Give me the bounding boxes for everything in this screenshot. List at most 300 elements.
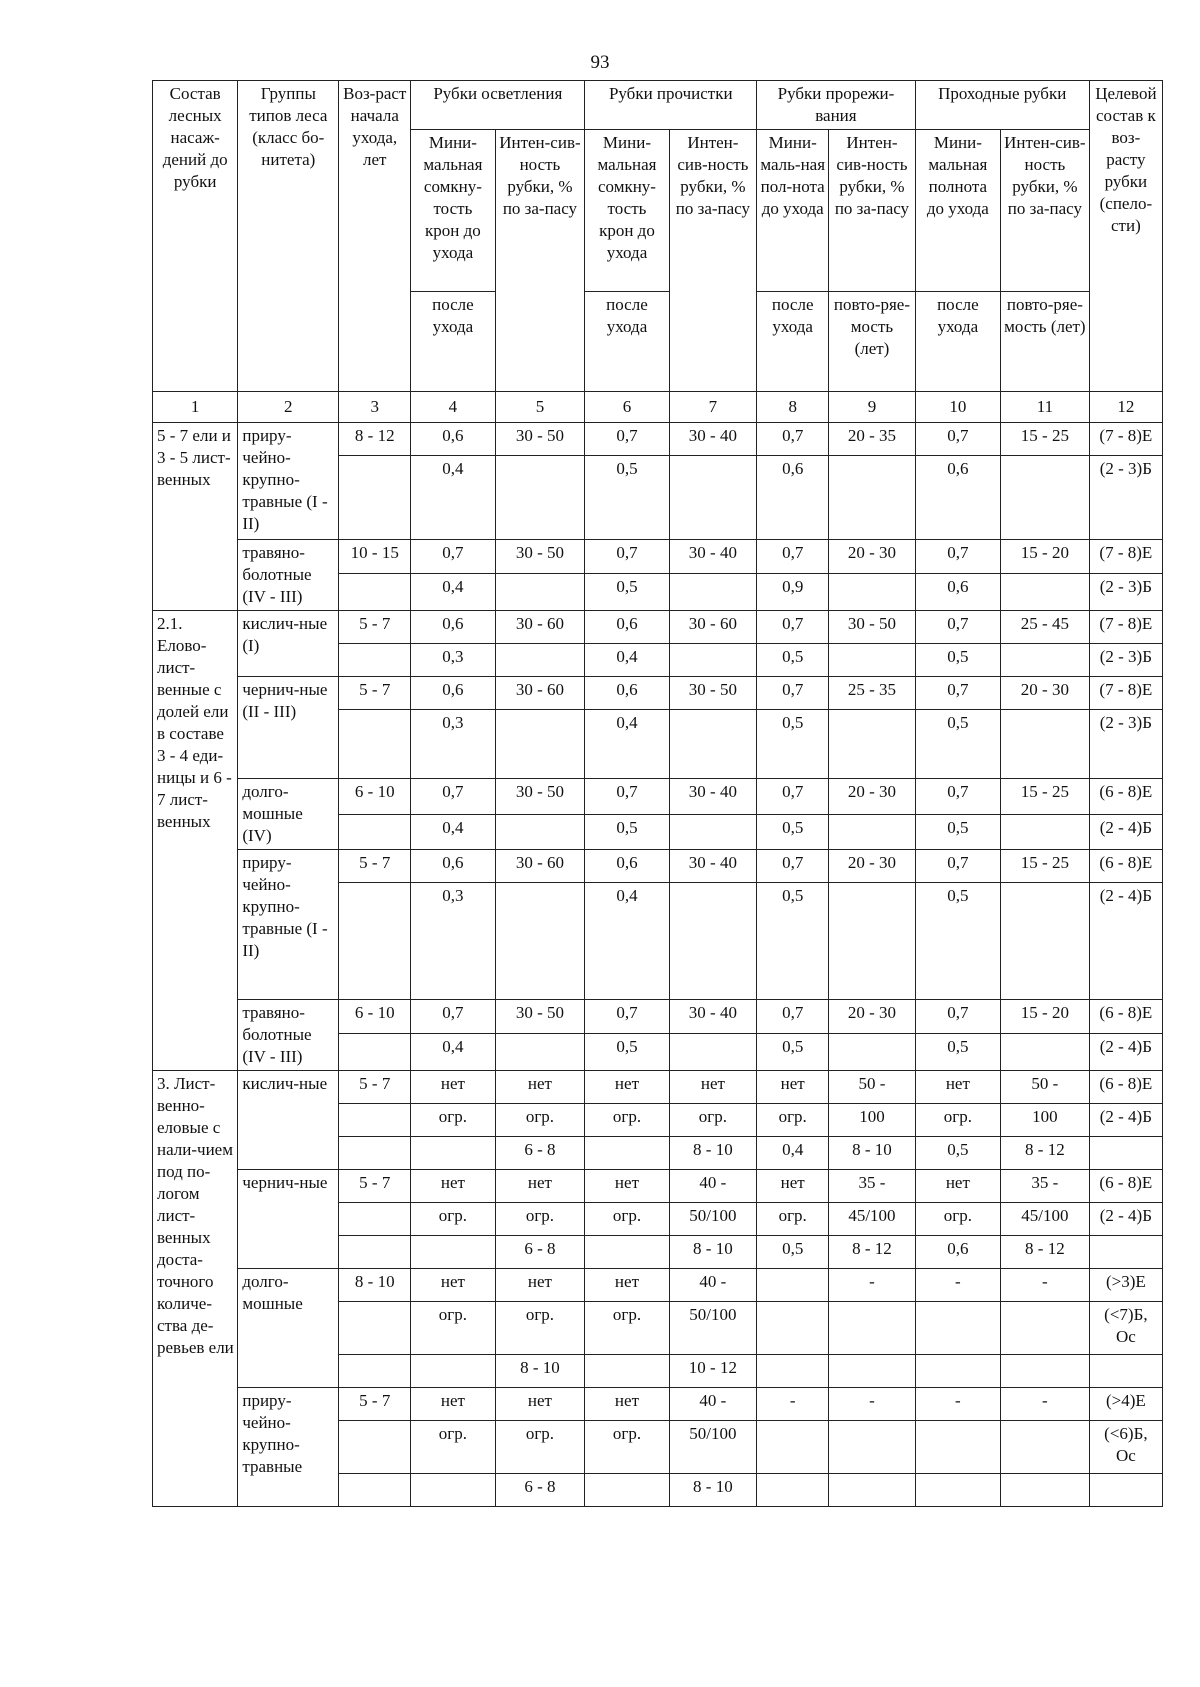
- table-cell: 8 - 12: [339, 423, 411, 456]
- header-target-composition: Целевой состав к воз-расту рубки (спело-сти): [1089, 81, 1162, 392]
- table-cell: 30 - 60: [495, 611, 585, 644]
- table-cell: 30 - 60: [495, 850, 585, 883]
- column-number: 10: [915, 392, 1000, 423]
- table-cell: 0,5: [585, 573, 669, 610]
- table-cell: нет: [495, 1071, 585, 1104]
- table-cell: 8 - 10: [669, 1236, 757, 1269]
- table-cell: (7 - 8)Е: [1089, 677, 1162, 710]
- table-cell: [829, 814, 915, 850]
- table-cell: 30 - 40: [669, 423, 757, 456]
- table-cell: [1089, 1355, 1162, 1388]
- table-cell: 5 - 7: [339, 850, 411, 883]
- column-number: 11: [1001, 392, 1090, 423]
- table-cell: [1001, 883, 1090, 1000]
- header-after-care-2: после ухода: [585, 292, 669, 392]
- table-cell: (2 - 4)Б: [1089, 1104, 1162, 1137]
- table-cell: [339, 1104, 411, 1137]
- table-cell: 0,5: [915, 1137, 1000, 1170]
- forest-type-cell: приру-чейно-крупно-травные (I - II): [238, 850, 339, 1000]
- table-cell: нет: [757, 1071, 829, 1104]
- table-cell: 0,3: [411, 644, 495, 677]
- table-cell: 0,6: [915, 573, 1000, 610]
- table-cell: -: [1001, 1388, 1090, 1421]
- table-cell: 100: [829, 1104, 915, 1137]
- table-cell: (2 - 3)Б: [1089, 644, 1162, 677]
- table-cell: 40 -: [669, 1269, 757, 1302]
- table-cell: (7 - 8)Е: [1089, 423, 1162, 456]
- table-cell: нет: [411, 1071, 495, 1104]
- table-cell: нет: [411, 1170, 495, 1203]
- forest-type-cell: долго-мошные: [238, 1269, 339, 1388]
- table-cell: огр.: [669, 1104, 757, 1137]
- table-cell: огр.: [495, 1203, 585, 1236]
- table-cell: (6 - 8)Е: [1089, 1071, 1162, 1104]
- table-cell: 8 - 12: [1001, 1236, 1090, 1269]
- table-cell: 8 - 10: [669, 1474, 757, 1507]
- table-cell: 30 - 50: [495, 1000, 585, 1034]
- table-cell: 45/100: [829, 1203, 915, 1236]
- table-cell: 0,7: [915, 540, 1000, 574]
- table-cell: 20 - 30: [829, 779, 915, 815]
- column-number: 1: [153, 392, 238, 423]
- table-cell: 30 - 60: [495, 677, 585, 710]
- table-cell: 35 -: [829, 1170, 915, 1203]
- table-cell: 8 - 10: [339, 1269, 411, 1302]
- table-cell: [339, 644, 411, 677]
- table-cell: [669, 814, 757, 850]
- column-number: 12: [1089, 392, 1162, 423]
- table-cell: огр.: [757, 1104, 829, 1137]
- table-cell: 0,6: [411, 611, 495, 644]
- table-cell: 0,3: [411, 883, 495, 1000]
- table-cell: 30 - 50: [495, 779, 585, 815]
- table-cell: 40 -: [669, 1388, 757, 1421]
- header-row-1: [153, 81, 1163, 130]
- table-cell: [339, 883, 411, 1000]
- header-lightening-cuts: Рубки осветления: [411, 81, 585, 130]
- table-body: [153, 81, 1163, 1507]
- header-composition: Состав лесных насаж-дений до рубки: [153, 81, 238, 392]
- table-cell: 10 - 12: [669, 1355, 757, 1388]
- column-number: 6: [585, 392, 669, 423]
- table-cell: (2 - 3)Б: [1089, 573, 1162, 610]
- table-cell: [757, 1355, 829, 1388]
- table-cell: 15 - 25: [1001, 850, 1090, 883]
- table-cell: нет: [495, 1269, 585, 1302]
- table-cell: -: [915, 1388, 1000, 1421]
- table-cell: 30 - 60: [669, 611, 757, 644]
- table-cell: нет: [495, 1388, 585, 1421]
- table-cell: 0,3: [411, 710, 495, 779]
- table-cell: нет: [585, 1388, 669, 1421]
- table-cell: 0,6: [915, 1236, 1000, 1269]
- column-number: 4: [411, 392, 495, 423]
- header-start-age: Воз-раст начала ухода, лет: [339, 81, 411, 392]
- table-cell: 8 - 12: [829, 1236, 915, 1269]
- table-cell: (2 - 3)Б: [1089, 710, 1162, 779]
- table-cell: огр.: [411, 1421, 495, 1474]
- table-cell: огр.: [585, 1104, 669, 1137]
- table-cell: (2 - 4)Б: [1089, 814, 1162, 850]
- table-cell: 0,5: [915, 814, 1000, 850]
- table-cell: [669, 883, 757, 1000]
- table-cell: [829, 710, 915, 779]
- forest-type-cell: долго-мошные (IV): [238, 779, 339, 850]
- table-cell: 0,4: [411, 456, 495, 540]
- table-cell: 20 - 30: [1001, 677, 1090, 710]
- table-cell: 0,7: [411, 779, 495, 815]
- table-cell: [669, 644, 757, 677]
- header-forest-type: Группы типов леса (класс бо-нитета): [238, 81, 339, 392]
- table-cell: 15 - 25: [1001, 423, 1090, 456]
- table-cell: [829, 1474, 915, 1507]
- table-cell: [669, 1033, 757, 1070]
- table-cell: огр.: [585, 1421, 669, 1474]
- table-cell: [585, 1474, 669, 1507]
- table-cell: 40 -: [669, 1170, 757, 1203]
- table-cell: [495, 710, 585, 779]
- table-cell: [1089, 1137, 1162, 1170]
- table-cell: 0,7: [585, 779, 669, 815]
- table-row: [153, 1071, 1163, 1104]
- table-cell: [829, 883, 915, 1000]
- table-cell: 35 -: [1001, 1170, 1090, 1203]
- table-cell: [757, 1269, 829, 1302]
- table-cell: 20 - 30: [829, 1000, 915, 1034]
- table-cell: 0,5: [915, 883, 1000, 1000]
- table-cell: 6 - 8: [495, 1236, 585, 1269]
- table-row: [153, 1000, 1163, 1034]
- table-cell: 100: [1001, 1104, 1090, 1137]
- table-cell: 25 - 35: [829, 677, 915, 710]
- header-min-density-3: Мини-маль-ная пол-нота до ухода: [757, 130, 829, 292]
- header-cleaning-cuts: Рубки прочистки: [585, 81, 757, 130]
- table-cell: 45/100: [1001, 1203, 1090, 1236]
- table-cell: 0,4: [585, 644, 669, 677]
- column-number: 8: [757, 392, 829, 423]
- table-cell: 0,4: [757, 1137, 829, 1170]
- table-cell: 0,7: [915, 1000, 1000, 1034]
- stand-composition-cell: 3. Лист-венно-еловые с нали-чием под по-логом лист-венных доста-точного количе-ства де-ревьев ели: [153, 1071, 238, 1507]
- table-cell: [339, 814, 411, 850]
- header-after-care-4: после ухода: [915, 292, 1000, 392]
- table-cell: 0,7: [585, 540, 669, 574]
- table-cell: нет: [411, 1388, 495, 1421]
- table-cell: 0,5: [915, 710, 1000, 779]
- table-cell: 0,6: [585, 850, 669, 883]
- table-cell: 0,7: [915, 611, 1000, 644]
- table-cell: 5 - 7: [339, 1388, 411, 1421]
- table-cell: огр.: [411, 1203, 495, 1236]
- table-cell: 5 - 7: [339, 1071, 411, 1104]
- table-cell: 0,6: [915, 456, 1000, 540]
- forest-type-cell: травяно-болотные (IV - III): [238, 540, 339, 611]
- table-cell: (2 - 4)Б: [1089, 883, 1162, 1000]
- table-cell: 0,6: [411, 677, 495, 710]
- table-cell: [829, 1355, 915, 1388]
- table-cell: огр.: [495, 1421, 585, 1474]
- column-number: 9: [829, 392, 915, 423]
- table-cell: [339, 710, 411, 779]
- table-cell: 0,7: [915, 779, 1000, 815]
- table-cell: [1001, 644, 1090, 677]
- table-cell: [1001, 1302, 1090, 1355]
- table-cell: [1001, 456, 1090, 540]
- table-cell: 8 - 12: [1001, 1137, 1090, 1170]
- table-cell: 0,4: [411, 814, 495, 850]
- table-cell: (>3)Е: [1089, 1269, 1162, 1302]
- table-cell: [411, 1236, 495, 1269]
- table-cell: [411, 1137, 495, 1170]
- table-cell: [339, 1033, 411, 1070]
- table-cell: (6 - 8)Е: [1089, 850, 1162, 883]
- forest-type-cell: кислич-ные (I): [238, 611, 339, 677]
- table-cell: 0,7: [757, 850, 829, 883]
- table-cell: 30 - 50: [829, 611, 915, 644]
- table-cell: 50 -: [1001, 1071, 1090, 1104]
- table-cell: 0,4: [585, 883, 669, 1000]
- table-cell: [1089, 1236, 1162, 1269]
- header-passing-cuts: Проходные рубки: [915, 81, 1089, 130]
- table-cell: 0,5: [757, 710, 829, 779]
- table-cell: 15 - 25: [1001, 779, 1090, 815]
- table-cell: [1001, 1033, 1090, 1070]
- table-cell: 5 - 7: [339, 1170, 411, 1203]
- header-intensity-1: Интен-сив-ность рубки, % по за-пасу: [495, 130, 585, 392]
- column-number: 2: [238, 392, 339, 423]
- table-cell: 0,6: [411, 423, 495, 456]
- table-row: [153, 677, 1163, 710]
- table-cell: (2 - 4)Б: [1089, 1033, 1162, 1070]
- table-cell: 0,7: [411, 1000, 495, 1034]
- stand-composition-cell: 5 - 7 ели и 3 - 5 лист-венных: [153, 423, 238, 611]
- table-cell: 30 - 40: [669, 779, 757, 815]
- header-min-closure-1: Мини-мальная сомкну-тость крон до ухода: [411, 130, 495, 292]
- table-cell: 0,7: [585, 1000, 669, 1034]
- table-cell: 0,5: [757, 1236, 829, 1269]
- table-cell: огр.: [915, 1203, 1000, 1236]
- table-cell: [915, 1355, 1000, 1388]
- table-cell: 0,5: [585, 456, 669, 540]
- header-after-care-1: после ухода: [411, 292, 495, 392]
- table-cell: [915, 1474, 1000, 1507]
- table-cell: [585, 1236, 669, 1269]
- table-cell: [1001, 1474, 1090, 1507]
- table-cell: 0,7: [411, 540, 495, 574]
- table-cell: 0,5: [585, 814, 669, 850]
- table-row: [153, 850, 1163, 883]
- table-cell: 6 - 8: [495, 1137, 585, 1170]
- table-cell: [339, 573, 411, 610]
- table-cell: нет: [669, 1071, 757, 1104]
- table-cell: нет: [915, 1071, 1000, 1104]
- table-cell: 0,7: [757, 540, 829, 574]
- table-cell: 0,5: [757, 883, 829, 1000]
- table-cell: [1001, 1421, 1090, 1474]
- header-thinning-cuts: Рубки прорежи-вания: [757, 81, 916, 130]
- table-cell: 0,6: [757, 456, 829, 540]
- header-after-care-3: после ухода: [757, 292, 829, 392]
- table-cell: [669, 710, 757, 779]
- column-number-row: [153, 392, 1163, 423]
- table-cell: 0,7: [757, 423, 829, 456]
- forest-type-cell: чернич-ные (II - III): [238, 677, 339, 779]
- table-cell: 0,6: [411, 850, 495, 883]
- table-cell: 0,5: [915, 1033, 1000, 1070]
- table-cell: [339, 1355, 411, 1388]
- table-cell: 15 - 20: [1001, 540, 1090, 574]
- table-cell: 0,7: [757, 1000, 829, 1034]
- table-cell: нет: [411, 1269, 495, 1302]
- table-cell: 0,7: [757, 677, 829, 710]
- table-cell: [1001, 814, 1090, 850]
- table-cell: [495, 883, 585, 1000]
- table-cell: огр.: [411, 1302, 495, 1355]
- header-min-density-4: Мини-мальная полнота до ухода: [915, 130, 1000, 292]
- table-cell: 30 - 40: [669, 540, 757, 574]
- table-row: [153, 1388, 1163, 1421]
- table-cell: нет: [495, 1170, 585, 1203]
- table-cell: 0,4: [411, 573, 495, 610]
- table-cell: нет: [757, 1170, 829, 1203]
- table-cell: [915, 1302, 1000, 1355]
- table-cell: [585, 1355, 669, 1388]
- table-cell: 0,7: [915, 423, 1000, 456]
- table-row: [153, 423, 1163, 456]
- table-cell: 6 - 10: [339, 1000, 411, 1034]
- forest-type-cell: травяно-болотные (IV - III): [238, 1000, 339, 1071]
- table-cell: [829, 644, 915, 677]
- table-cell: 20 - 30: [829, 540, 915, 574]
- table-cell: [339, 1203, 411, 1236]
- table-cell: 8 - 10: [495, 1355, 585, 1388]
- table-cell: [495, 573, 585, 610]
- forest-care-table: [152, 80, 1163, 1507]
- table-cell: 6 - 10: [339, 779, 411, 815]
- table-cell: [829, 1421, 915, 1474]
- table-row: [153, 779, 1163, 815]
- table-cell: огр.: [411, 1104, 495, 1137]
- table-row: [153, 1269, 1163, 1302]
- table-cell: [669, 573, 757, 610]
- table-cell: 0,6: [585, 677, 669, 710]
- table-cell: [411, 1355, 495, 1388]
- column-number: 7: [669, 392, 757, 423]
- table-cell: (6 - 8)Е: [1089, 1170, 1162, 1203]
- forest-type-cell: приру-чейно-крупно-травные (I - II): [238, 423, 339, 540]
- table-cell: 0,4: [585, 710, 669, 779]
- table-cell: -: [915, 1269, 1000, 1302]
- table-cell: 20 - 35: [829, 423, 915, 456]
- table-cell: [339, 1302, 411, 1355]
- header-repeat-4: повто-ряе-мость (лет): [1001, 292, 1090, 392]
- table-cell: 50/100: [669, 1302, 757, 1355]
- page-number: 93: [590, 52, 610, 73]
- table-cell: [495, 456, 585, 540]
- table-cell: [829, 573, 915, 610]
- table-cell: [829, 1033, 915, 1070]
- stand-composition-cell: 2.1. Елово-лист-венные с долей ели в составе 3 - 4 еди-ницы и 6 - 7 лист-венных: [153, 611, 238, 1071]
- table-cell: (<6)Б, Ос: [1089, 1421, 1162, 1474]
- table-cell: огр.: [585, 1302, 669, 1355]
- table-cell: -: [829, 1269, 915, 1302]
- header-intensity-4: Интен-сив-ность рубки, % по за-пасу: [1001, 130, 1090, 292]
- table-cell: нет: [585, 1071, 669, 1104]
- table-cell: -: [829, 1388, 915, 1421]
- table-cell: 15 - 20: [1001, 1000, 1090, 1034]
- table-cell: 0,7: [585, 423, 669, 456]
- table-cell: огр.: [915, 1104, 1000, 1137]
- table-cell: [1001, 573, 1090, 610]
- table-cell: огр.: [757, 1203, 829, 1236]
- table-cell: 30 - 50: [495, 540, 585, 574]
- table-cell: 25 - 45: [1001, 611, 1090, 644]
- header-intensity-2: Интен-сив-ность рубки, % по за-пасу: [669, 130, 757, 392]
- forest-type-cell: чернич-ные: [238, 1170, 339, 1269]
- table-cell: [915, 1421, 1000, 1474]
- table-cell: 0,6: [585, 611, 669, 644]
- table-cell: огр.: [495, 1104, 585, 1137]
- table-cell: (>4)Е: [1089, 1388, 1162, 1421]
- column-number: 5: [495, 392, 585, 423]
- header-repeat-3: повто-ряе-мость (лет): [829, 292, 915, 392]
- table-cell: 0,5: [585, 1033, 669, 1070]
- table-cell: 20 - 30: [829, 850, 915, 883]
- table-cell: 10 - 15: [339, 540, 411, 574]
- table-row: [153, 540, 1163, 574]
- table-cell: 30 - 50: [495, 423, 585, 456]
- table-cell: [829, 1302, 915, 1355]
- table-cell: 5 - 7: [339, 611, 411, 644]
- header-intensity-3: Интен-сив-ность рубки, % по за-пасу: [829, 130, 915, 292]
- table-cell: 30 - 50: [669, 677, 757, 710]
- table-cell: -: [1001, 1269, 1090, 1302]
- table-cell: [339, 1137, 411, 1170]
- table-cell: [339, 1474, 411, 1507]
- table-cell: [339, 456, 411, 540]
- table-cell: 30 - 40: [669, 1000, 757, 1034]
- table-cell: 50/100: [669, 1203, 757, 1236]
- table-cell: [339, 1421, 411, 1474]
- table-cell: 0,7: [915, 850, 1000, 883]
- table-cell: -: [757, 1388, 829, 1421]
- table-cell: 0,7: [757, 779, 829, 815]
- table-cell: 50 -: [829, 1071, 915, 1104]
- table-row: [153, 611, 1163, 644]
- table-cell: 0,5: [757, 814, 829, 850]
- table-cell: [669, 456, 757, 540]
- table-cell: [1001, 710, 1090, 779]
- table-cell: 8 - 10: [829, 1137, 915, 1170]
- table-row: [153, 1170, 1163, 1203]
- table-cell: 0,9: [757, 573, 829, 610]
- table-cell: [495, 814, 585, 850]
- table-cell: (7 - 8)Е: [1089, 611, 1162, 644]
- table-cell: (<7)Б, Ос: [1089, 1302, 1162, 1355]
- table-cell: (6 - 8)Е: [1089, 779, 1162, 815]
- table-cell: 50/100: [669, 1421, 757, 1474]
- table-cell: [585, 1137, 669, 1170]
- table-cell: 8 - 10: [669, 1137, 757, 1170]
- table-cell: [339, 1236, 411, 1269]
- table-cell: 30 - 40: [669, 850, 757, 883]
- table-cell: 0,7: [915, 677, 1000, 710]
- header-min-closure-2: Мини-мальная сомкну-тость крон до ухода: [585, 130, 669, 292]
- table-cell: 0,5: [757, 644, 829, 677]
- table-cell: [757, 1302, 829, 1355]
- forest-type-cell: приру-чейно-крупно-травные: [238, 1388, 339, 1507]
- table-cell: 0,4: [411, 1033, 495, 1070]
